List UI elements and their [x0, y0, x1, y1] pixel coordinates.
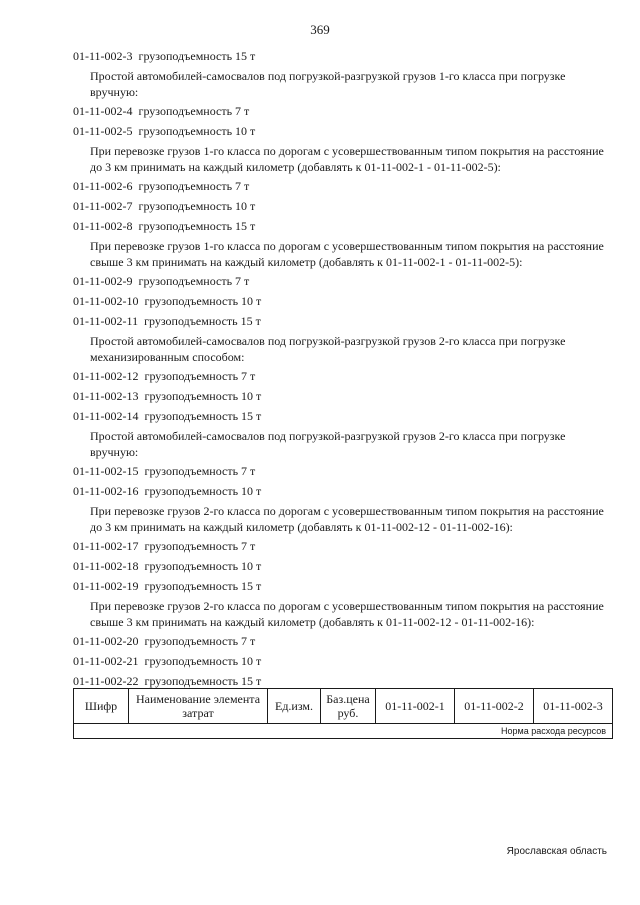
item-description: грузоподъемность 10 т [144, 654, 262, 668]
item-description: грузоподъемность 15 т [144, 314, 261, 328]
code-line [73, 368, 613, 384]
item-code: 01-11-002-9 [73, 274, 133, 288]
item-code: 01-11-002-12 [73, 369, 139, 383]
item-code: 01-11-002-15 [73, 464, 139, 478]
table-header-row [74, 689, 613, 724]
code-line [73, 103, 613, 119]
item-code: 01-11-002-18 [73, 559, 139, 573]
header-code-3: 01-11-002-3 [534, 689, 613, 724]
item-code: 01-11-002-4 [73, 104, 133, 118]
norm-subheader: Норма расхода ресурсов [74, 724, 613, 739]
code-line [73, 578, 613, 594]
item-description: грузоподъемность 7 т [144, 464, 256, 478]
table-subheader-row [74, 724, 613, 739]
item-code: 01-11-002-3 [73, 49, 133, 63]
item-code: 01-11-002-14 [73, 409, 139, 423]
code-line [73, 198, 613, 214]
item-description: грузоподъемность 15 т [144, 579, 262, 593]
section-description: При перевозке грузов 2-го класса по дорогам с усовершествованным типом покрытия на расстояние свыше 3 км принимать на каждый километр (добавлять к 01-11-002-12 - 01-11-002-16): [90, 599, 604, 629]
code-line [73, 123, 613, 139]
item-code: 01-11-002-11 [73, 314, 139, 328]
item-code: 01-11-002-7 [73, 199, 133, 213]
item-description: грузоподъемность 7 т [144, 634, 256, 648]
item-description: грузоподъемность 10 т [144, 294, 262, 308]
code-line [73, 293, 613, 309]
item-description: грузоподъемность 7 т [138, 274, 250, 288]
code-line [73, 463, 613, 479]
document-body [73, 48, 613, 693]
code-line [73, 388, 613, 404]
item-description: грузоподъемность 10 т [144, 484, 262, 498]
item-description: грузоподъемность 10 т [144, 559, 262, 573]
code-line [73, 538, 613, 554]
item-description: грузоподъемность 10 т [138, 199, 256, 213]
item-code: 01-11-002-16 [73, 484, 139, 498]
item-description: грузоподъемность 7 т [138, 179, 250, 193]
item-description: грузоподъемность 15 т [144, 409, 262, 423]
section-description: Простой автомобилей-самосвалов под погрузкой-разгрузкой грузов 1-го класса при погрузке вручную: [90, 69, 566, 99]
region-footer: Ярославская область [506, 846, 607, 857]
norm-table [73, 688, 613, 739]
item-code: 01-11-002-6 [73, 179, 133, 193]
code-line [73, 313, 613, 329]
item-code: 01-11-002-21 [73, 654, 139, 668]
header-unit: Ед.изм. [268, 689, 321, 724]
item-code: 01-11-002-22 [73, 674, 139, 688]
item-description: грузоподъемность 15 т [144, 674, 262, 688]
code-line [73, 273, 613, 289]
section-description: При перевозке грузов 2-го класса по дорогам с усовершествованным типом покрытия на расстояние до 3 км принимать на каждый километр (добавлять к 01-11-002-12 - 01-11-002-16): [90, 504, 604, 534]
section-description: Простой автомобилей-самосвалов под погрузкой-разгрузкой грузов 2-го класса при погрузке вручную: [90, 429, 566, 459]
header-code-1: 01-11-002-1 [376, 689, 455, 724]
section-description: Простой автомобилей-самосвалов под погрузкой-разгрузкой грузов 2-го класса при погрузке механизированным способом: [90, 334, 566, 364]
item-code: 01-11-002-10 [73, 294, 139, 308]
header-cost-element: Наименование элемента затрат [129, 689, 268, 724]
item-code: 01-11-002-19 [73, 579, 139, 593]
item-code: 01-11-002-8 [73, 219, 133, 233]
section-description: При перевозке грузов 1-го класса по дорогам с усовершествованным типом покрытия на расстояние до 3 км принимать на каждый километр (добавлять к 01-11-002-1 - 01-11-002-5): [90, 144, 604, 174]
section-description: При перевозке грузов 1-го класса по дорогам с усовершествованным типом покрытия на расстояние свыше 3 км принимать на каждый километр (добавлять к 01-11-002-1 - 01-11-002-5): [90, 239, 604, 269]
item-code: 01-11-002-20 [73, 634, 139, 648]
item-code: 01-11-002-5 [73, 124, 133, 138]
item-description: грузоподъемность 15 т [138, 49, 256, 63]
header-code-2: 01-11-002-2 [455, 689, 534, 724]
code-line [73, 48, 613, 64]
item-description: грузоподъемность 7 т [138, 104, 250, 118]
item-description: грузоподъемность 15 т [138, 219, 256, 233]
page-number: 369 [310, 22, 330, 37]
code-line [73, 483, 613, 499]
code-line [73, 218, 613, 234]
item-description: грузоподъемность 7 т [144, 369, 256, 383]
item-code: 01-11-002-13 [73, 389, 139, 403]
item-description: грузоподъемность 10 т [144, 389, 262, 403]
item-description: грузоподъемность 10 т [138, 124, 256, 138]
header-base-price: Баз.цена руб. [321, 689, 376, 724]
code-line [73, 178, 613, 194]
item-description: грузоподъемность 7 т [144, 539, 256, 553]
code-line [73, 408, 613, 424]
code-line [73, 653, 613, 669]
code-line [73, 633, 613, 649]
code-line [73, 558, 613, 574]
item-code: 01-11-002-17 [73, 539, 139, 553]
code-line [73, 673, 613, 689]
header-cipher: Шифр [74, 689, 129, 724]
